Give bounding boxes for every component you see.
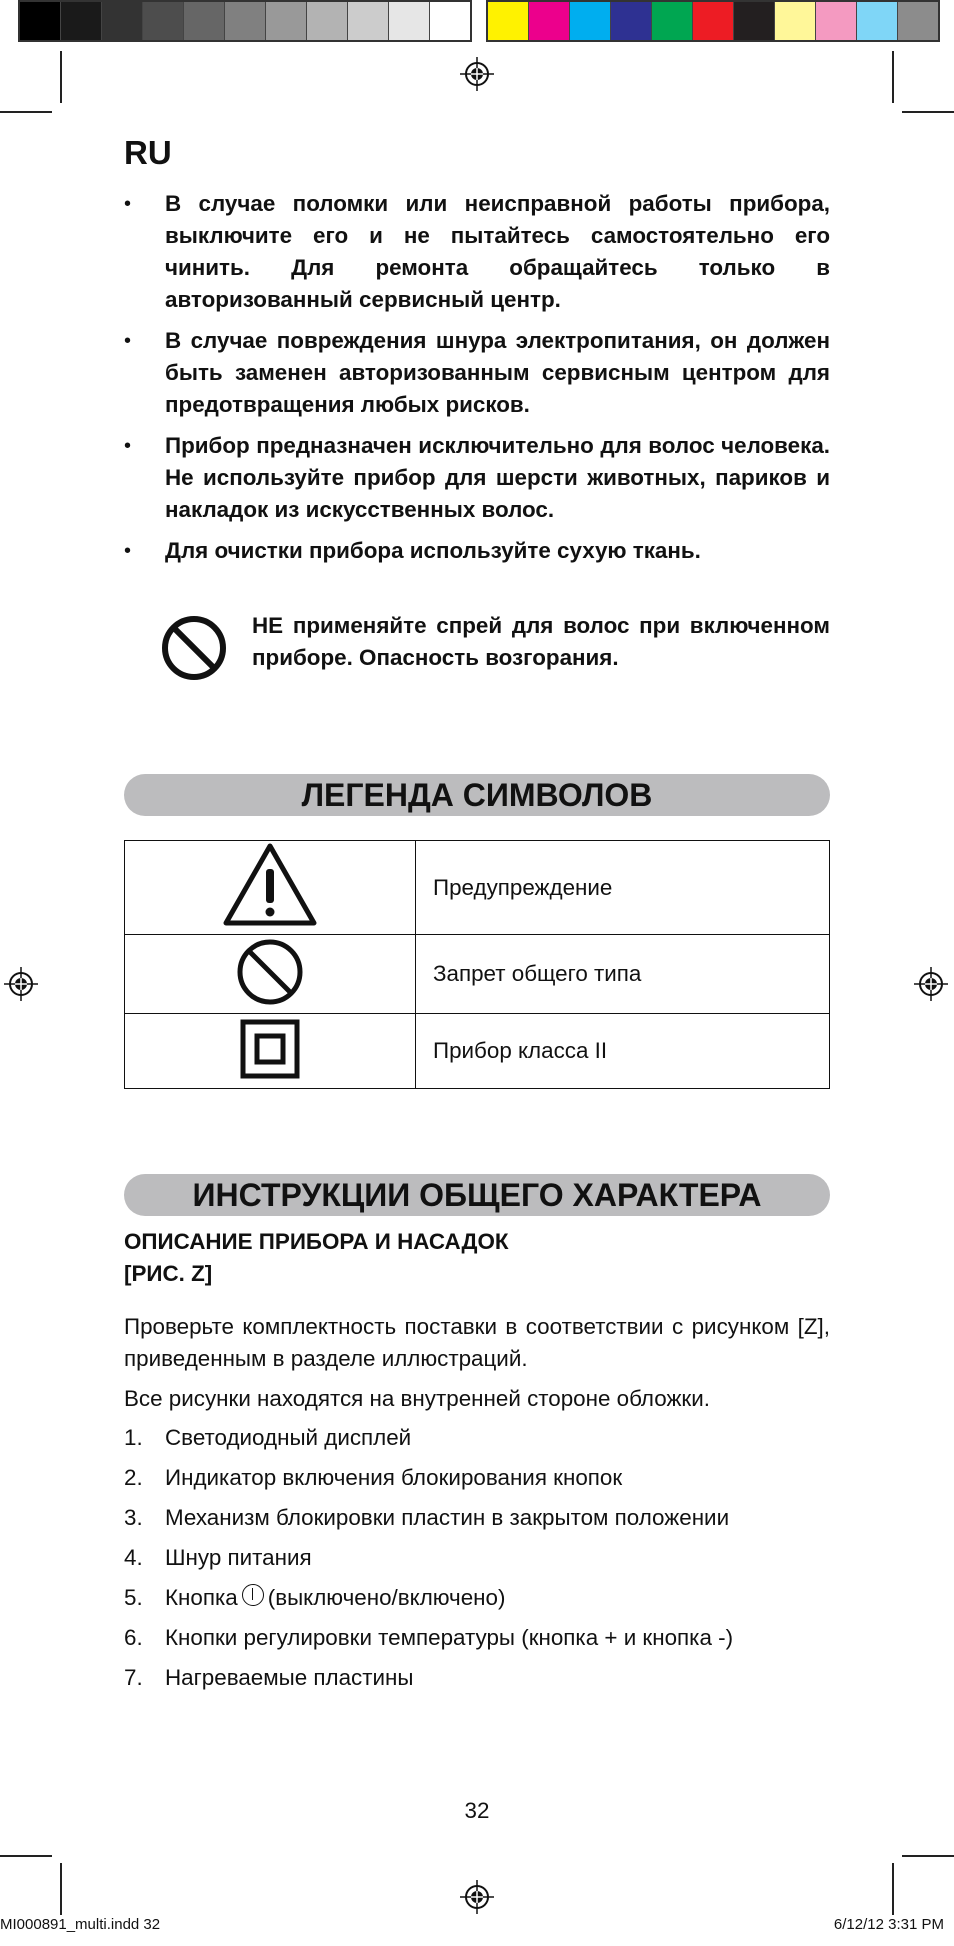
color-swatch <box>734 2 775 40</box>
color-swatch <box>61 2 102 40</box>
legend-heading: ЛЕГЕНДА СИМВОЛОВ <box>124 774 830 816</box>
language-code: RU <box>124 134 172 171</box>
legend-row <box>125 935 830 1014</box>
color-swatch <box>143 2 184 40</box>
color-swatch <box>570 2 611 40</box>
list-item: 6. Кнопки регулировки температуры (кнопка + и кнопка -) <box>124 1625 734 1650</box>
list-item: 5. Кнопка (выключено/включено) <box>124 1585 506 1610</box>
completeness-paragraph: Проверьте комплектность поставки в соответствии с рисунком [Z], приведенным в разделе иллюстраций. <box>124 1314 830 1371</box>
legend-label: Предупреждение <box>416 841 830 935</box>
legend-label: Прибор класса II <box>416 1014 830 1089</box>
crop-mark <box>0 111 52 113</box>
registration-mark-icon <box>460 1880 494 1914</box>
list-item: 4. Шнур питания <box>124 1545 312 1570</box>
registration-mark-icon <box>460 57 494 91</box>
list-item: 1. Светодиодный дисплей <box>124 1425 412 1450</box>
color-swatch <box>693 2 734 40</box>
color-swatch <box>389 2 430 40</box>
class-ii-icon <box>240 1019 300 1079</box>
general-instructions-heading: ИНСТРУКЦИИ ОБЩЕГО ХАРАКТЕРА <box>124 1174 830 1216</box>
warning-triangle-icon <box>221 841 319 929</box>
color-swatch <box>898 2 938 40</box>
registration-mark-icon <box>4 967 38 1001</box>
power-icon <box>242 1584 264 1606</box>
footer-filename: MI000891_multi.indd 32 <box>0 1916 161 1933</box>
list-item: 2. Индикатор включения блокирования кнопок <box>124 1465 623 1490</box>
crop-mark <box>60 1863 62 1915</box>
crop-mark <box>892 51 894 103</box>
color-swatch <box>775 2 816 40</box>
parts-list <box>124 1422 830 1702</box>
list-item: 7. Нагреваемые пластины <box>124 1665 414 1690</box>
color-swatch <box>611 2 652 40</box>
device-description-subheading <box>124 1226 509 1290</box>
color-calibration-bar <box>18 0 940 42</box>
color-swatch <box>225 2 266 40</box>
color-swatch <box>816 2 857 40</box>
spray-warning-block <box>160 610 830 690</box>
crop-mark <box>892 1863 894 1915</box>
crop-mark <box>902 111 954 113</box>
color-swatch <box>488 2 529 40</box>
legend-row <box>125 1014 830 1089</box>
legend-row <box>125 841 830 935</box>
symbol-legend-table <box>124 840 830 1089</box>
safety-bullet-list <box>124 188 830 576</box>
color-swatch <box>266 2 307 40</box>
safety-bullet: • Для очистки прибора используйте сухую ткань. <box>124 535 830 567</box>
color-swatch <box>20 2 61 40</box>
legend-label: Запрет общего типа <box>416 935 830 1014</box>
color-swatch <box>184 2 225 40</box>
color-swatch <box>307 2 348 40</box>
grayscale-swatches <box>18 0 472 42</box>
registration-mark-icon <box>914 967 948 1001</box>
color-swatch <box>857 2 898 40</box>
color-swatches <box>486 0 940 42</box>
subheading-line: [РИС. Z] <box>124 1261 213 1286</box>
color-swatch <box>102 2 143 40</box>
subheading-line: ОПИСАНИЕ ПРИБОРА И НАСАДОК <box>124 1229 509 1254</box>
color-swatch <box>348 2 389 40</box>
safety-bullet: • В случае повреждения шнура электропитания, он должен быть заменен авторизованным сервисным центром для предотвращения любых рисков. <box>124 325 830 421</box>
list-item: 3. Механизм блокировки пластин в закрытом положении <box>124 1505 730 1530</box>
crop-mark <box>60 51 62 103</box>
color-swatch <box>529 2 570 40</box>
page-number: 32 <box>464 1798 490 1823</box>
prohibition-icon <box>235 937 305 1007</box>
color-swatch <box>430 2 470 40</box>
prohibition-icon <box>160 614 228 682</box>
color-swatch <box>652 2 693 40</box>
crop-mark <box>0 1855 52 1857</box>
safety-bullet: • В случае поломки или неисправной работы прибора, выключите его и не пытайтесь самостоятельно его чинить. Для ремонта обращайтесь только в авторизованный сервисный центр. <box>124 188 830 316</box>
illustrations-note: Все рисунки находятся на внутренней стороне обложки. <box>124 1386 710 1411</box>
spray-warning-text: НЕ применяйте спрей для волос при включенном приборе. Опасность возгорания. <box>252 613 830 670</box>
footer-date: 6/12/12 3:31 PM <box>833 1916 944 1933</box>
safety-bullet: • Прибор предназначен исключительно для волос человека. Не используйте прибор для шерсти животных, париков и накладок из искусственных волос. <box>124 430 830 526</box>
crop-mark <box>902 1855 954 1857</box>
